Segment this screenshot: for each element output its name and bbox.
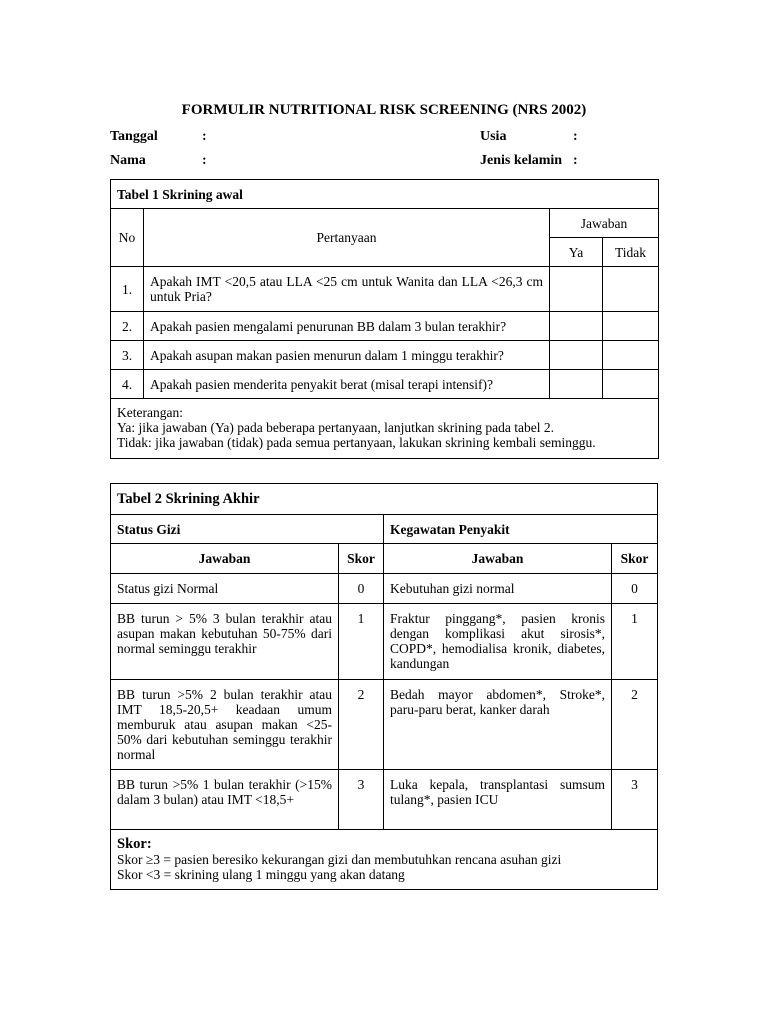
gizi-cell: BB turun >5% 1 bulan terakhir (>15% dalam 3 bulan) atau IMT <18,5+ — [111, 770, 339, 830]
usia-colon: : — [573, 129, 578, 144]
skor-line-low: Skor <3 = skrining ulang 1 minggu yang akan datang — [117, 867, 405, 882]
row-no: 1. — [111, 267, 144, 312]
gizi-skor-cell: 0 — [339, 574, 384, 604]
kegawatan-cell: Bedah mayor abdomen*, Stroke*, paru-paru berat, kanker darah — [384, 680, 612, 770]
nama-colon: : — [202, 153, 207, 168]
kegawatan-cell: Kebutuhan gizi normal — [384, 574, 612, 604]
answer-tidak-cell[interactable] — [603, 341, 659, 370]
skor-title: Skor: — [117, 836, 152, 852]
table1-caption: Tabel 1 Skrining awal — [111, 180, 659, 209]
kegawatan-skor-cell: 0 — [612, 574, 658, 604]
table-row — [111, 604, 658, 680]
row-no: 3. — [111, 341, 144, 370]
notes-tidak: Tidak: jika jawaban (tidak) pada semua pertanyaan, lakukan skrining kembali seminggu. — [117, 435, 596, 450]
row-question: Apakah pasien mengalami penurunan BB dalam 3 bulan terakhir? — [144, 312, 550, 341]
notes-ya: Ya: jika jawaban (Ya) pada beberapa pertanyaan, lanjutkan skrining pada tabel 2. — [117, 420, 554, 435]
table-skrining-akhir — [110, 483, 658, 890]
table2-caption: Tabel 2 Skrining Akhir — [111, 484, 658, 515]
row-question: Apakah IMT <20,5 atau LLA <25 cm untuk Wanita dan LLA <26,3 cm untuk Pria? — [144, 267, 550, 312]
kegawatan-cell: Luka kepala, transplantasi sumsum tulang*, pasien ICU — [384, 770, 612, 830]
answer-ya-cell[interactable] — [550, 312, 603, 341]
gizi-jawaban-header: Jawaban — [111, 544, 339, 574]
table-row — [111, 370, 659, 399]
table-row — [111, 312, 659, 341]
row-no: 4. — [111, 370, 144, 399]
gizi-cell: Status gizi Normal — [111, 574, 339, 604]
gizi-cell: BB turun > 5% 3 bulan terakhir atau asupan makan kebutuhan 50-75% dari normal seminggu terakhir — [111, 604, 339, 680]
table-row — [111, 680, 658, 770]
table1-notes — [111, 399, 659, 459]
table-row — [111, 341, 659, 370]
table-skrining-awal — [110, 179, 659, 459]
tanggal-label: Tanggal — [110, 129, 158, 144]
jenis-kelamin-colon: : — [573, 153, 578, 168]
col-no: No — [111, 209, 144, 267]
kegawatan-skor-cell: 1 — [612, 604, 658, 680]
kegawatan-header: Kegawatan Penyakit — [384, 515, 658, 544]
col-ya: Ya — [550, 238, 603, 267]
col-tidak: Tidak — [603, 238, 659, 267]
gizi-skor-cell: 2 — [339, 680, 384, 770]
tanggal-colon: : — [202, 129, 207, 144]
kegawatan-skor-cell: 2 — [612, 680, 658, 770]
answer-tidak-cell[interactable] — [603, 312, 659, 341]
answer-ya-cell[interactable] — [550, 370, 603, 399]
status-gizi-header: Status Gizi — [111, 515, 384, 544]
nama-label: Nama — [110, 153, 146, 168]
answer-ya-cell[interactable] — [550, 341, 603, 370]
skor-line-high: Skor ≥3 = pasien beresiko kekurangan gizi dan membutuhkan rencana asuhan gizi — [117, 852, 562, 867]
usia-label: Usia — [480, 129, 507, 144]
answer-tidak-cell[interactable] — [603, 370, 659, 399]
table-row — [111, 267, 659, 312]
page-title: FORMULIR NUTRITIONAL RISK SCREENING (NRS 2002) — [181, 102, 587, 118]
table-row — [111, 574, 658, 604]
answer-ya-cell[interactable] — [550, 267, 603, 312]
keg-jawaban-header: Jawaban — [384, 544, 612, 574]
col-pertanyaan: Pertanyaan — [144, 209, 550, 267]
gizi-skor-header: Skor — [339, 544, 384, 574]
kegawatan-skor-cell: 3 — [612, 770, 658, 830]
jenis-kelamin-label: Jenis kelamin — [480, 153, 563, 168]
answer-tidak-cell[interactable] — [603, 267, 659, 312]
gizi-skor-cell: 1 — [339, 604, 384, 680]
row-question: Apakah pasien menderita penyakit berat (misal terapi intensif)? — [144, 370, 550, 399]
table-row — [111, 770, 658, 830]
row-question: Apakah asupan makan pasien menurun dalam 1 minggu terakhir? — [144, 341, 550, 370]
kegawatan-cell: Fraktur pinggang*, pasien kronis dengan komplikasi akut sirosis*, COPD*, hemodialisa kronik, diabetes, kandungan — [384, 604, 612, 680]
col-jawaban: Jawaban — [550, 209, 659, 238]
notes-title: Keterangan: — [117, 405, 183, 420]
gizi-cell: BB turun >5% 2 bulan terakhir atau IMT 18,5-20,5+ keadaan umum memburuk atau asupan makan <25-50% dari kebutuhan seminggu terakhir normal — [111, 680, 339, 770]
keg-skor-header: Skor — [612, 544, 658, 574]
skor-legend — [111, 830, 658, 890]
row-no: 2. — [111, 312, 144, 341]
gizi-skor-cell: 3 — [339, 770, 384, 830]
